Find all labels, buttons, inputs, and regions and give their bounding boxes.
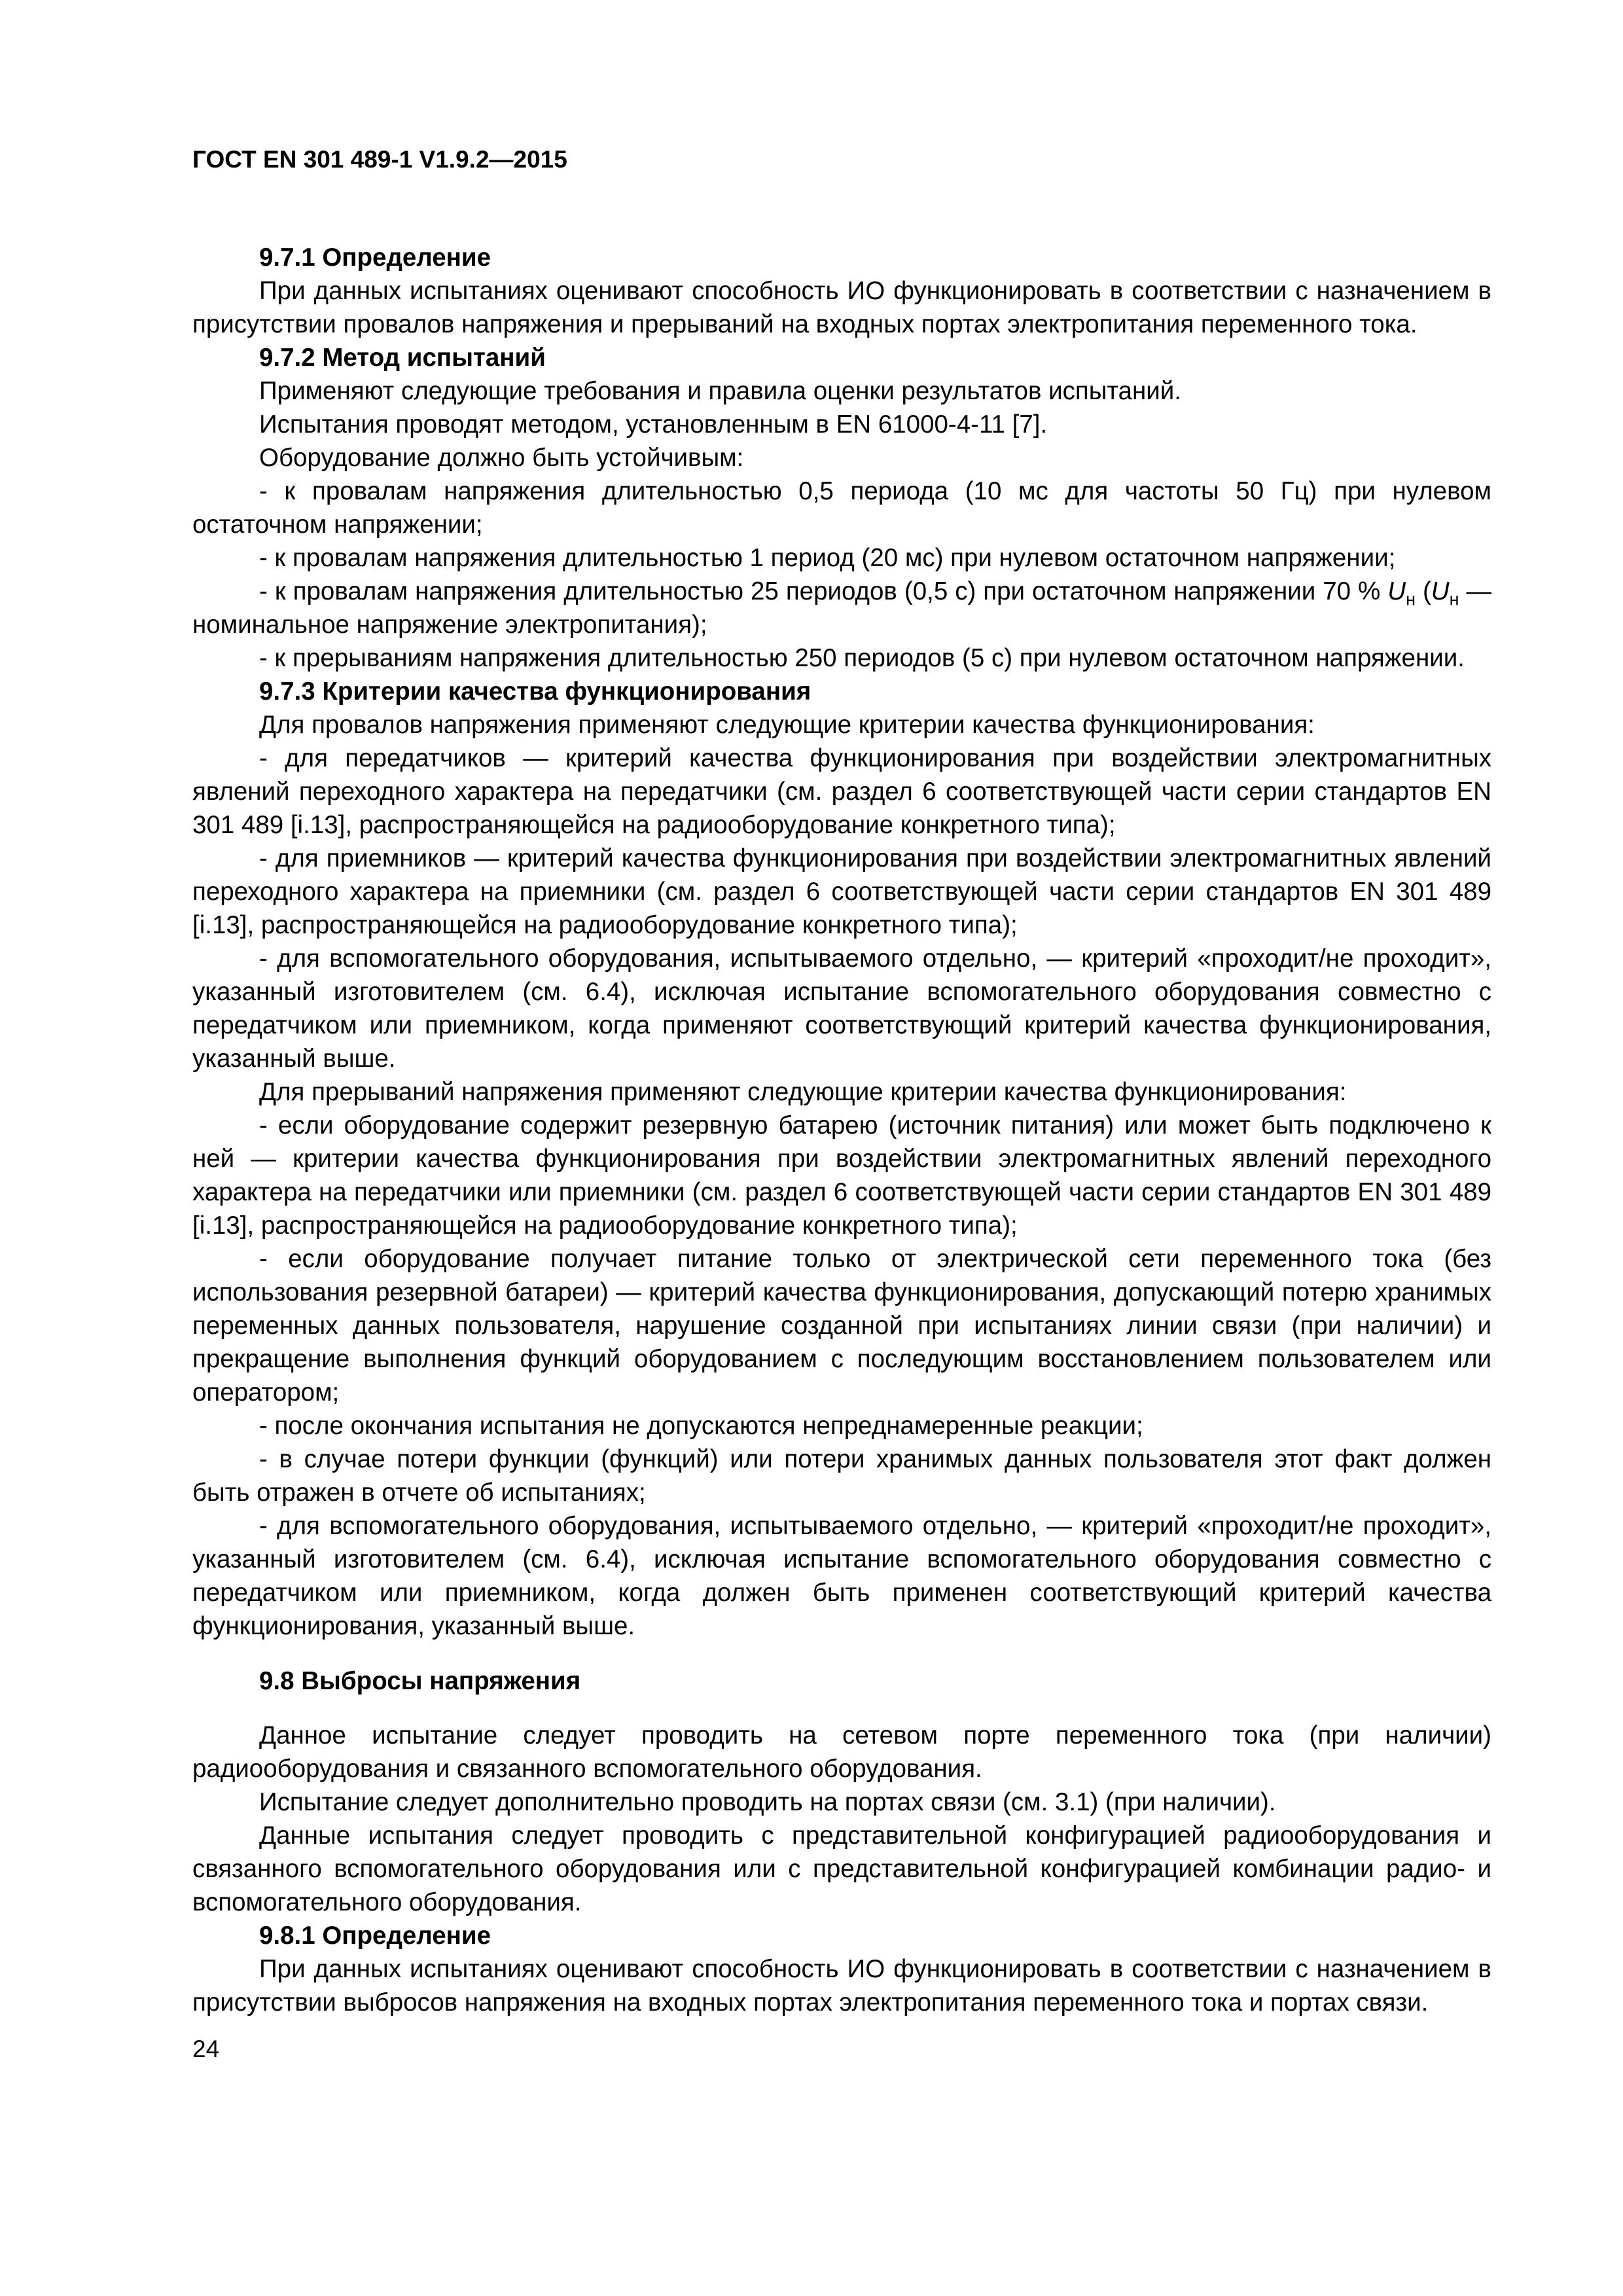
- paragraph: Применяют следующие требования и правила оценки результатов испытаний.: [259, 377, 1181, 405]
- subsection-heading: 9.7.3 Критерии качества функционирования: [259, 677, 812, 706]
- paragraph: - в случае потери функции (функций) или потери хранимых данных пользователя этот факт должен быть отражен в отчете об испытаниях;: [192, 1445, 1491, 1507]
- page-number: 24: [192, 2036, 220, 2062]
- document-page: [192, 144, 1491, 2065]
- paragraph: - к прерываниям напряжения длительностью 250 периодов (5 с) при нулевом остаточном напряжении.: [259, 644, 1465, 672]
- document-body: [192, 241, 1491, 2019]
- paragraph: Для провалов напряжения применяют следующие критерии качества функционирования:: [259, 711, 1315, 739]
- subsection-heading: 9.7.2 Метод испытаний: [259, 344, 546, 372]
- paragraph: - если оборудование содержит резервную батарею (источник питания) или может быть подключено к ней — критерии качества функционирования при воздействии электромагнитных явлений переходного характера на передатчики или приемники (см. раздел 6 соответствующей части серии стандартов EN 301 489 [i.13], распространяющейся на радиооборудование конкретного типа);: [192, 1111, 1491, 1240]
- paragraph: - для вспомогательного оборудования, испытываемого отдельно, — критерий «проходит/не проходит», указанный изготовителем (см. 6.4), исключая испытание вспомогательного оборудования совместно с передатчиком или приемником, когда должен быть применен соответствующий критерий качества функционирования, указанный выше.: [192, 1512, 1491, 1640]
- paragraph: Испытания проводят методом, установленным в EN 61000-4-11 [7].: [259, 410, 1048, 439]
- paragraph: - для вспомогательного оборудования, испытываемого отдельно, — критерий «проходит/не проходит», указанный изготовителем (см. 6.4), исключая испытание вспомогательного оборудования совместно с передатчиком или приемником, когда применяют соответствующий критерий качества функционирования, указанный выше.: [192, 944, 1491, 1073]
- paragraph: Данное испытание следует проводить на сетевом порте переменного тока (при наличии) радиооборудования и связанного вспомогательного оборудования.: [192, 1721, 1491, 1783]
- paragraph: При данных испытаниях оценивают способность ИО функционировать в соответствии с назначением в присутствии провалов напряжения и прерываний на входных портах электропитания переменного тока.: [192, 277, 1491, 338]
- paragraph: При данных испытаниях оценивают способность ИО функционировать в соответствии с назначением в присутствии выбросов напряжения на входных портах электропитания переменного тока и портах связи.: [192, 1955, 1491, 2017]
- subsection-heading: 9.7.1 Определение: [259, 243, 491, 272]
- paragraph: - к провалам напряжения длительностью 1 период (20 мс) при нулевом остаточном напряжении;: [259, 544, 1396, 572]
- paragraph: - к провалам напряжения длительностью 0,5 периода (10 мс для частоты 50 Гц) при нулевом остаточном напряжении;: [192, 477, 1491, 539]
- paragraph: - к провалам напряжения длительностью 25 периодов (0,5 с) при остаточном напряжении 70 % $U_н$ ($U_н$ — номинальное напряжение электропитания);: [192, 577, 1491, 639]
- subsection-heading: 9.8.1 Определение: [259, 1922, 491, 1950]
- paragraph: - если оборудование получает питание только от электрической сети переменного тока (без использования резервной батареи) — критерий качества функционирования, допускающий потерю хранимых переменных данных пользователя, нарушение созданной при испытаниях линии связи (при наличии) и прекращение выполнения функций оборудованием с последующим восстановлением пользователем или оператором;: [192, 1245, 1491, 1407]
- section-heading: 9.8 Выбросы напряжения: [259, 1667, 581, 1695]
- paragraph: - после окончания испытания не допускаются непреднамеренные реакции;: [259, 1412, 1143, 1440]
- paragraph: - для передатчиков — критерий качества функционирования при воздействии электромагнитных явлений переходного характера на передатчики (см. раздел 6 соответствующей части серии стандартов EN 301 489 [i.13], распространяющейся на радиооборудование конкретного типа);: [192, 744, 1491, 839]
- paragraph: Данные испытания следует проводить с представительной конфигурацией радиооборудования и связанного вспомогательного оборудования или с представительной конфигурацией комбинации радио- и вспомогательного оборудования.: [192, 1821, 1491, 1916]
- document-header: ГОСТ EN 301 489-1 V1.9.2—2015: [192, 146, 567, 173]
- paragraph: Для прерываний напряжения применяют следующие критерии качества функционирования:: [259, 1078, 1347, 1106]
- paragraph: Испытание следует дополнительно проводить на портах связи (см. 3.1) (при наличии).: [259, 1788, 1276, 1816]
- paragraph: Оборудование должно быть устойчивым:: [259, 444, 744, 472]
- paragraph: - для приемников — критерий качества функционирования при воздействии электромагнитных явлений переходного характера на приемники (см. раздел 6 соответствующей части серии стандартов EN 301 489 [i.13], распространяющейся на радиооборудование конкретного типа);: [192, 844, 1491, 939]
